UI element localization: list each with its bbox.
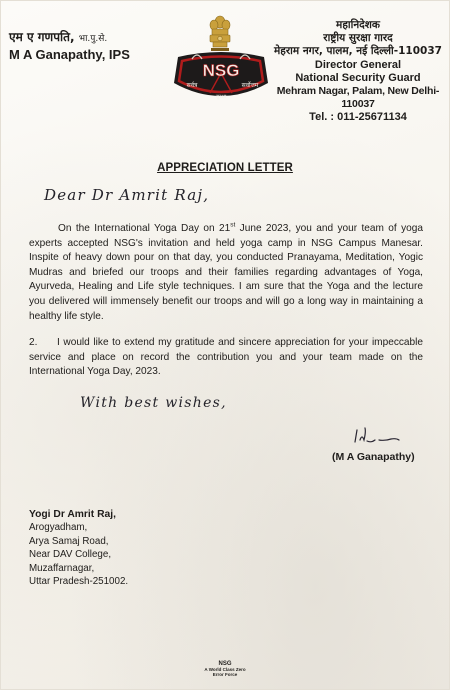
sender-name-hindi-text: एम ए गणपति, xyxy=(9,30,75,44)
footer-logo xyxy=(200,662,250,688)
paragraph-2-number: 2. xyxy=(29,337,38,348)
telephone: Tel. : 011-25671134 xyxy=(309,111,407,124)
org-english: National Security Guard xyxy=(295,71,421,84)
recipient-line: Arogyadham, xyxy=(29,522,88,534)
recipient-block xyxy=(29,508,128,588)
nsg-logo-icon xyxy=(172,49,270,103)
footer-tagline: A World Class Zero Error Force xyxy=(204,667,246,677)
logo-motto-bottom: सुरक्षा xyxy=(215,94,227,100)
paragraph-1-start: On the International Yoga Day on 21 xyxy=(58,223,231,234)
logo-motto-left: सर्वत्र xyxy=(186,82,198,89)
address-english: Mehram Nagar, Palam, New Delhi-110037 xyxy=(276,85,440,111)
recipient-line: Muzaffarnagar, xyxy=(29,562,95,574)
recipient-line: Arya Samaj Road, xyxy=(29,535,109,547)
recipient-line: Uttar Pradesh-251002. xyxy=(29,576,129,588)
sender-name-english: M A Ganapathy, IPS xyxy=(9,47,130,62)
org-hindi: राष्ट्रीय सुरक्षा गारद xyxy=(323,32,393,45)
recipient-line: Near DAV College, xyxy=(29,549,112,561)
closing-wishes: With best wishes, xyxy=(80,395,227,411)
logo-text: NSG xyxy=(202,61,240,80)
letter-title: APPRECIATION LETTER xyxy=(157,162,293,174)
sender-name-hindi xyxy=(9,28,107,45)
national-emblem-icon xyxy=(207,13,233,53)
logo-motto-right: सर्वोत्तम xyxy=(241,82,259,89)
salutation: Dear Dr Amrit Raj, xyxy=(44,186,210,204)
paragraph-1-rest: June 2023, you and your team of yoga experts accepted NSG's invitation and held yoga camp in NSG Campus Manesar. Inspite of heavy down pour on that day, you conducted Pranayama, Meditation, Yogic Mudras and briefed our troops and their families regarding advantages of Yoga, Ayurveda, Healing and Life style techniques. I am sure that the Yoga and the lecture you delivered will immensely benefit our troops and will go a long way in maintaining a healthy life style. xyxy=(29,223,423,322)
designation-hindi: महानिदेशक xyxy=(336,19,380,31)
paragraph-2 xyxy=(29,336,423,380)
recipient-name: Yogi Dr Amrit Raj, xyxy=(29,509,116,520)
date-ordinal: st xyxy=(230,221,236,229)
footer-mark: NSG xyxy=(218,661,232,667)
paragraph-1 xyxy=(29,222,423,324)
signatory-name: (M A Ganapathy) xyxy=(332,451,415,463)
signature-icon xyxy=(353,424,403,448)
address-hindi: मेहराम नगर, पालम, नई दिल्ली-110037 xyxy=(274,45,442,58)
office-header xyxy=(272,19,444,125)
designation-english: Director General xyxy=(314,58,402,71)
paragraph-2-text: I would like to extend my gratitude and sincere appreciation for your impeccable service and place on record the contribution you and your team made on the International Yoga Day, 2023. xyxy=(29,337,423,378)
sender-title-hindi: भा.पु.से. xyxy=(78,34,108,44)
